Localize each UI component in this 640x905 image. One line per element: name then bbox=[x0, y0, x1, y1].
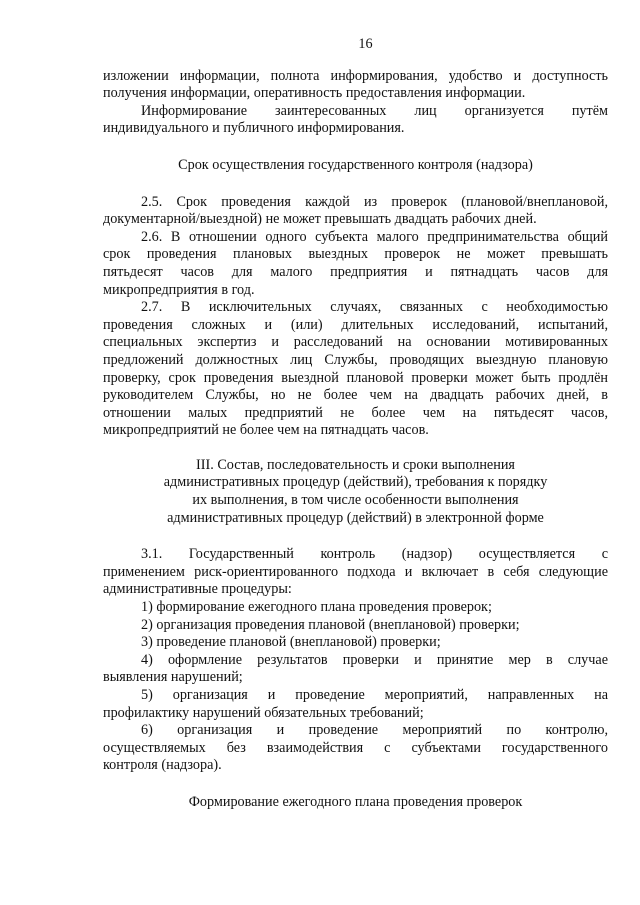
list-item: 6) организация и проведение мероприятий по контролю, bbox=[141, 722, 608, 739]
text-line: индивидуального и публичного информирования. bbox=[103, 120, 405, 137]
text-line: 3.1. Государственный контроль (надзор) осуществляется с bbox=[141, 546, 608, 563]
subsection-heading: Формирование ежегодного плана проведения проверок bbox=[188, 793, 523, 810]
text-line: специальных экспертиз и расследований на основании мотивированных bbox=[103, 334, 608, 351]
text-line: выявления нарушений; bbox=[103, 669, 243, 686]
heading-line: административных процедур (действий) в электронной форме bbox=[167, 509, 544, 526]
text-line: микропредприятий не более чем на пятнадцать часов. bbox=[103, 422, 429, 439]
text-line: применением риск-ориентированного подхода и включает в себя следующие bbox=[103, 563, 608, 580]
heading-line: их выполнения, в том числе особенности выполнения bbox=[192, 492, 519, 509]
text-line: изложении информации, полнота информирования, удобство и доступность bbox=[103, 67, 608, 84]
text-line: срок проведения плановых выездных проверок не может превышать bbox=[103, 246, 608, 263]
list-item: 4) оформление результатов проверки и принятие мер в случае bbox=[141, 651, 608, 668]
text-line: административные процедуры: bbox=[103, 581, 292, 598]
text-line: проведения сложных и (или) длительных исследований, испытаний, bbox=[103, 316, 608, 333]
text-line: отношении малых предприятий не более чем на пятьдесят часов, bbox=[103, 404, 608, 421]
list-item: 2) организация проведения плановой (внеплановой) проверки; bbox=[141, 616, 520, 633]
text-line: 2.5. Срок проведения каждой из проверок (плановой/внеплановой, bbox=[141, 193, 608, 210]
text-line: 2.7. В исключительных случаях, связанных с необходимостью bbox=[141, 299, 608, 316]
list-item: 1) формирование ежегодного плана проведения проверок; bbox=[141, 599, 492, 616]
section-heading-term: Срок осуществления государственного контроля (надзора) bbox=[178, 156, 533, 173]
text-line: документарной/выездной) не может превышать двадцать рабочих дней. bbox=[103, 211, 537, 228]
text-line: проверку, срок проведения выездной плановой проверки может быть продлён bbox=[103, 369, 608, 386]
text-line: микропредприятия в год. bbox=[103, 281, 255, 298]
text-line: пятьдесят часов для малого предприятия и пятнадцать часов для bbox=[103, 263, 608, 280]
text-line: 2.6. В отношении одного субъекта малого предпринимательства общий bbox=[141, 228, 608, 245]
page-number: 16 bbox=[358, 36, 373, 52]
heading-line: III. Состав, последовательность и сроки выполнения bbox=[196, 456, 515, 473]
text-line: руководителем Службы, но не более чем на двадцать рабочих дней, в bbox=[103, 387, 608, 404]
text-line: предложений должностных лиц Службы, проводящих выездную плановую bbox=[103, 351, 608, 368]
text-line: Информирование заинтересованных лиц организуется путём bbox=[141, 102, 608, 119]
text-line: осуществляемых без взаимодействия с субъектами государственного bbox=[103, 739, 608, 756]
section-3-heading bbox=[103, 457, 608, 527]
text-line: профилактику нарушений обязательных требований; bbox=[103, 704, 424, 721]
list-item: 3) проведение плановой (внеплановой) проверки; bbox=[141, 634, 441, 651]
text-line: контроля (надзора). bbox=[103, 757, 222, 774]
list-item: 5) организация и проведение мероприятий, направленных на bbox=[141, 687, 608, 703]
heading-line: административных процедур (действий), требования к порядку bbox=[163, 474, 548, 491]
text-line: получения информации, оперативность предоставления информации. bbox=[103, 85, 526, 102]
